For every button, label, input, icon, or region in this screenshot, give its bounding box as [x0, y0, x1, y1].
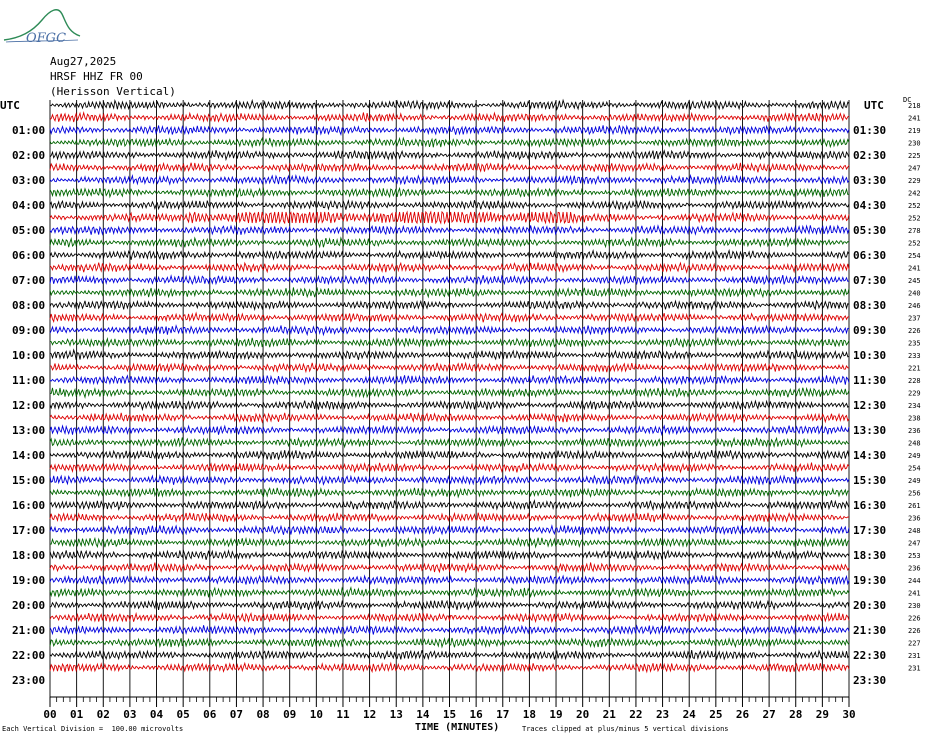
hour-label-right: 08:30 — [853, 299, 887, 312]
dc-offset-value: 235 — [908, 339, 921, 348]
scale-note: Each Vertical Division = 100.00 microvolts — [2, 725, 184, 733]
hour-label-left: 10:00 — [12, 349, 46, 362]
x-tick-label: 16 — [469, 708, 483, 721]
dc-offset-value: 234 — [908, 402, 921, 410]
dc-offset-value: 219 — [908, 127, 921, 135]
x-tick-label: 29 — [815, 708, 829, 721]
dc-offset-value: 256 — [908, 489, 921, 498]
hour-label-right: 09:30 — [853, 324, 887, 337]
hour-label-right: 14:30 — [853, 449, 887, 462]
hour-label-right: 06:30 — [853, 249, 887, 262]
dc-offset-value: 249 — [908, 477, 921, 485]
hour-label-left: 16:00 — [12, 499, 46, 512]
clip-note: Traces clipped at plus/minus 5 vertical divisions — [522, 725, 729, 733]
dc-offset-value: 226 — [908, 627, 921, 635]
x-tick-label: 07 — [229, 708, 244, 721]
dc-offset-value: 253 — [908, 552, 921, 560]
dc-offset-value: 248 — [908, 439, 921, 448]
header-date: Aug27,2025 — [50, 55, 117, 68]
dc-offset-value: 238 — [908, 414, 921, 423]
x-tick-label: 17 — [496, 708, 510, 721]
dc-offset-value: 236 — [908, 427, 921, 435]
hour-label-left: 03:00 — [12, 174, 46, 187]
hour-label-right: 02:30 — [853, 149, 887, 162]
dc-offset-value: 252 — [908, 239, 921, 248]
x-tick-label: 23 — [655, 708, 670, 721]
hour-label-right: 23:30 — [853, 674, 887, 687]
dc-offset-value: 226 — [908, 327, 921, 335]
x-tick-label: 18 — [522, 708, 537, 721]
x-tick-label: 19 — [549, 708, 563, 721]
dc-offset-value: 221 — [908, 364, 921, 373]
dc-offset-value: 278 — [908, 227, 921, 235]
hour-label-right: 16:30 — [853, 499, 887, 512]
dc-offset-value: 231 — [908, 664, 921, 673]
hour-label-left: 05:00 — [12, 224, 46, 237]
hour-label-right: 11:30 — [853, 374, 887, 387]
x-tick-label: 00 — [43, 708, 57, 721]
dc-offset-value: 252 — [908, 214, 921, 223]
x-tick-label: 11 — [336, 708, 350, 721]
dc-offset-value: 237 — [908, 314, 921, 323]
utc-label-right: UTC — [864, 99, 884, 112]
x-tick-label: 02 — [96, 708, 110, 721]
dc-offset-value: 242 — [908, 189, 921, 198]
dc-offset-value: 225 — [908, 152, 921, 160]
dc-offset-value: 252 — [908, 202, 921, 210]
dc-offset-value: 249 — [908, 452, 921, 460]
hour-label-left: 09:00 — [12, 324, 46, 337]
x-tick-label: 08 — [256, 708, 270, 721]
dc-offset-value: 226 — [908, 614, 921, 623]
x-tick-label: 15 — [442, 708, 457, 721]
hour-label-right: 15:30 — [853, 474, 887, 487]
dc-offset-value: 246 — [908, 302, 921, 310]
x-axis-title: TIME (MINUTES) — [415, 722, 500, 733]
dc-offset-value: 229 — [908, 177, 921, 185]
dc-offset-value: 245 — [908, 277, 921, 285]
x-tick-label: 06 — [203, 708, 217, 721]
dc-offset-value: 244 — [908, 577, 921, 585]
hour-label-left: 20:00 — [12, 599, 46, 612]
hour-label-right: 04:30 — [853, 199, 887, 212]
dc-offset-header: DC — [903, 96, 912, 104]
hour-label-right: 22:30 — [853, 649, 887, 662]
hour-label-left: 01:00 — [12, 124, 46, 137]
dc-offset-value: 240 — [908, 289, 921, 298]
hour-label-right: 19:30 — [853, 574, 887, 587]
hour-label-left: 11:00 — [12, 374, 46, 387]
hour-label-left: 19:00 — [12, 574, 46, 587]
hour-label-left: 13:00 — [12, 424, 46, 437]
hour-label-right: 03:30 — [853, 174, 887, 187]
hour-label-right: 12:30 — [853, 399, 887, 412]
x-tick-label: 04 — [149, 708, 164, 721]
hour-label-right: 07:30 — [853, 274, 887, 287]
dc-offset-value: 254 — [908, 252, 921, 260]
dc-offset-value: 241 — [908, 114, 921, 123]
dc-offset-value: 228 — [908, 377, 921, 385]
dc-offset-value: 230 — [908, 602, 921, 610]
hour-label-right: 17:30 — [853, 524, 887, 537]
x-tick-label: 21 — [602, 708, 616, 721]
hour-label-right: 05:30 — [853, 224, 887, 237]
dc-offset-value: 247 — [908, 539, 921, 548]
dc-offset-value: 229 — [908, 389, 921, 398]
logo-text: OFGC — [26, 31, 67, 46]
x-tick-label: 03 — [123, 708, 137, 721]
x-tick-label: 20 — [576, 708, 590, 721]
x-tick-label: 14 — [416, 708, 430, 721]
hour-label-left: 22:00 — [12, 649, 46, 662]
dc-offset-value: 231 — [908, 652, 921, 660]
hour-label-left: 12:00 — [12, 399, 46, 412]
dc-offset-value: 236 — [908, 514, 921, 523]
dc-offset-value: 241 — [908, 264, 921, 273]
x-tick-label: 28 — [789, 708, 803, 721]
hour-label-left: 06:00 — [12, 249, 46, 262]
hour-label-left: 17:00 — [12, 524, 46, 537]
dc-offset-value: 261 — [908, 502, 921, 510]
hour-label-left: 08:00 — [12, 299, 46, 312]
x-tick-label: 01 — [70, 708, 84, 721]
hour-label-left: 02:00 — [12, 149, 46, 162]
hour-label-right: 21:30 — [853, 624, 887, 637]
hour-label-left: 23:00 — [12, 674, 46, 687]
dc-offset-value: 241 — [908, 589, 921, 598]
hour-label-left: 14:00 — [12, 449, 46, 462]
header-station-name: (Herisson Vertical) — [50, 85, 176, 98]
x-tick-label: 22 — [629, 708, 643, 721]
dc-offset-value: 236 — [908, 564, 921, 573]
hour-label-right: 18:30 — [853, 549, 887, 562]
utc-label-left: UTC — [0, 99, 20, 112]
hour-label-right: 13:30 — [853, 424, 887, 437]
dc-offset-value: 254 — [908, 464, 921, 473]
hour-label-right: 20:30 — [853, 599, 887, 612]
x-tick-label: 09 — [283, 708, 297, 721]
x-tick-label: 10 — [309, 708, 323, 721]
x-tick-label: 05 — [176, 708, 190, 721]
dc-offset-value: 218 — [908, 102, 921, 110]
dc-offset-value: 247 — [908, 164, 921, 173]
dc-offset-value: 233 — [908, 352, 921, 360]
hour-label-left: 07:00 — [12, 274, 46, 287]
x-tick-label: 26 — [735, 708, 750, 721]
dc-offset-value: 230 — [908, 139, 921, 148]
hour-label-right: 01:30 — [853, 124, 887, 137]
header-station: HRSF HHZ FR 00 — [50, 70, 143, 83]
hour-label-right: 10:30 — [853, 349, 887, 362]
x-tick-label: 12 — [362, 708, 377, 721]
x-tick-label: 30 — [842, 708, 856, 721]
dc-offset-value: 227 — [908, 639, 921, 648]
dc-offset-value: 248 — [908, 527, 921, 535]
hour-label-left: 04:00 — [12, 199, 46, 212]
hour-label-left: 15:00 — [12, 474, 46, 487]
x-tick-label: 13 — [389, 708, 403, 721]
x-tick-label: 27 — [762, 708, 776, 721]
x-tick-label: 24 — [682, 708, 696, 721]
hour-label-left: 18:00 — [12, 549, 46, 562]
hour-label-left: 21:00 — [12, 624, 46, 637]
x-tick-label: 25 — [709, 708, 723, 721]
